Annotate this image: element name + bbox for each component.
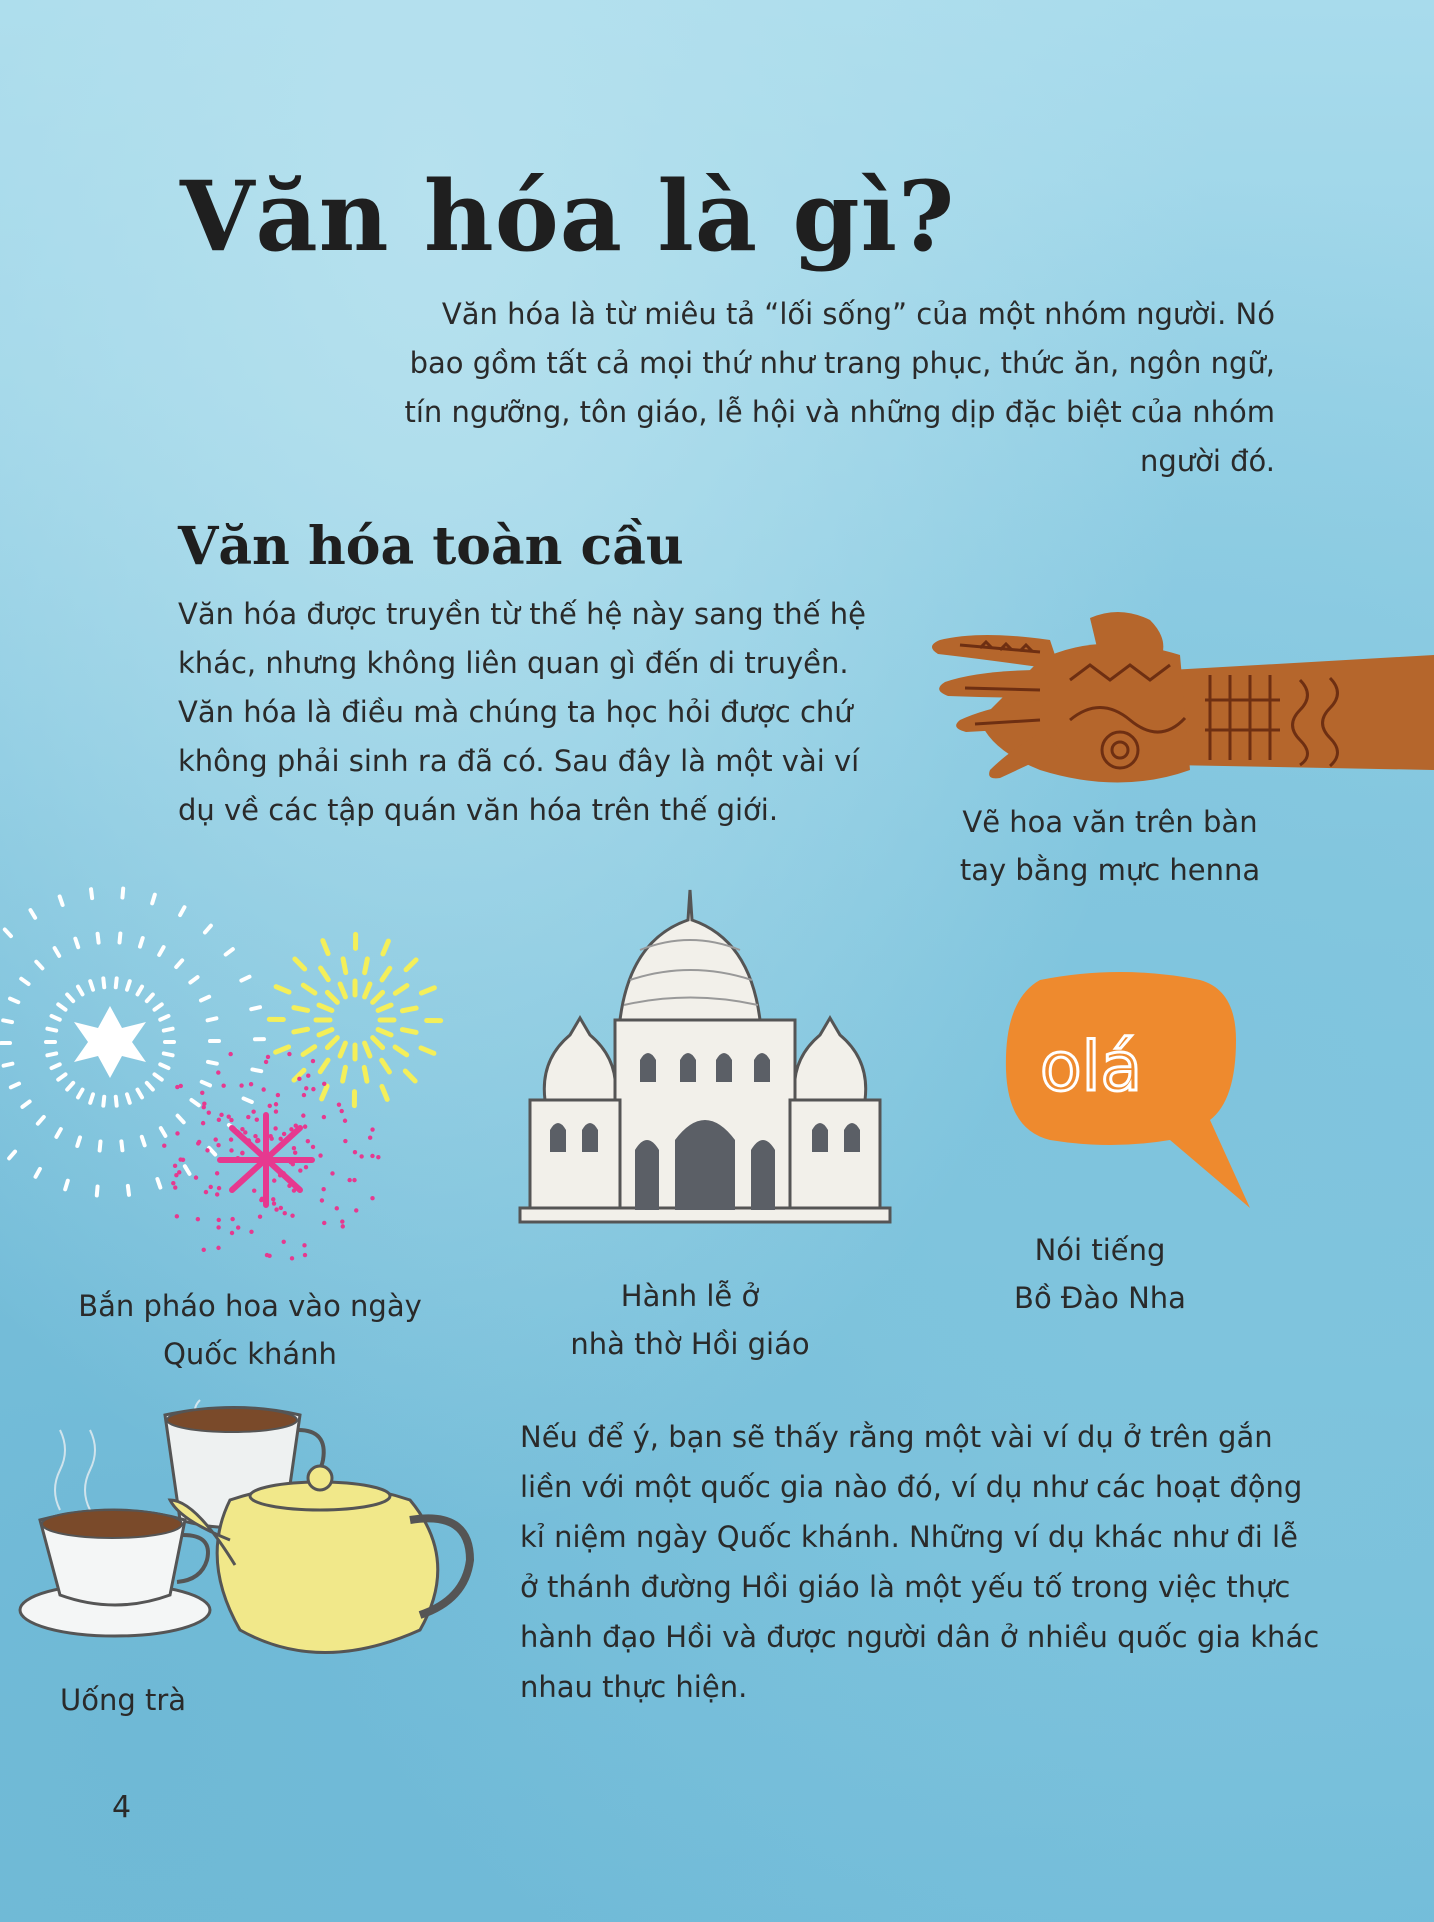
bubble-word: olá xyxy=(1040,1028,1143,1107)
fireworks-caption: Bắn pháo hoa vào ngày Quốc khánh xyxy=(78,1289,422,1371)
section-title: Văn hóa toàn cầu xyxy=(178,516,684,577)
portuguese-caption: Nói tiếng Bồ Đào Nha xyxy=(1014,1233,1186,1315)
body-paragraph-1: Văn hóa được truyền từ thế hệ này sang thế hệ khác, nhưng không liên quan gì đến di truyền. Văn hóa là điều mà chúng ta học hỏi được chứ không phải sinh ra đã có. Sau đây là một vài ví dụ về các tập quán văn hóa trên thế giới. xyxy=(178,597,866,827)
henna-hand-illustration xyxy=(920,600,1434,800)
speech-bubble-illustration xyxy=(1000,970,1240,1210)
henna-caption: Vẽ hoa văn trên bàn tay bằng mực henna xyxy=(959,805,1261,887)
tea-caption: Uống trà xyxy=(60,1683,187,1717)
fireworks-illustration xyxy=(0,860,460,1280)
body-paragraph-2: Nếu để ý, bạn sẽ thấy rằng một vài ví dụ ở trên gắn liền với một quốc gia nào đó, ví dụ như các hoạt động kỉ niệm ngày Quốc khánh. Những ví dụ khác như đi lễ ở thánh đường Hồi giáo là một yếu tố trong việc thực hành đạo Hồi và được người dân ở nhiều quốc gia khác nhau thực hiện. xyxy=(520,1420,1320,1704)
tea-illustration xyxy=(20,1400,480,1670)
page-title: Văn hóa là gì? xyxy=(180,160,956,273)
page-number: 4 xyxy=(112,1790,132,1825)
mosque-caption: Hành lễ ở nhà thờ Hồi giáo xyxy=(570,1279,810,1361)
star-icon xyxy=(74,1006,146,1078)
intro-paragraph: Văn hóa là từ miêu tả “lối sống” của một nhóm người. Nó bao gồm tất cả mọi thứ như trang phục, thức ăn, ngôn ngữ, tín ngưỡng, tôn giáo, lễ hội và những dịp đặc biệt của nhóm người đó. xyxy=(404,297,1275,478)
mosque-illustration xyxy=(520,890,900,1230)
